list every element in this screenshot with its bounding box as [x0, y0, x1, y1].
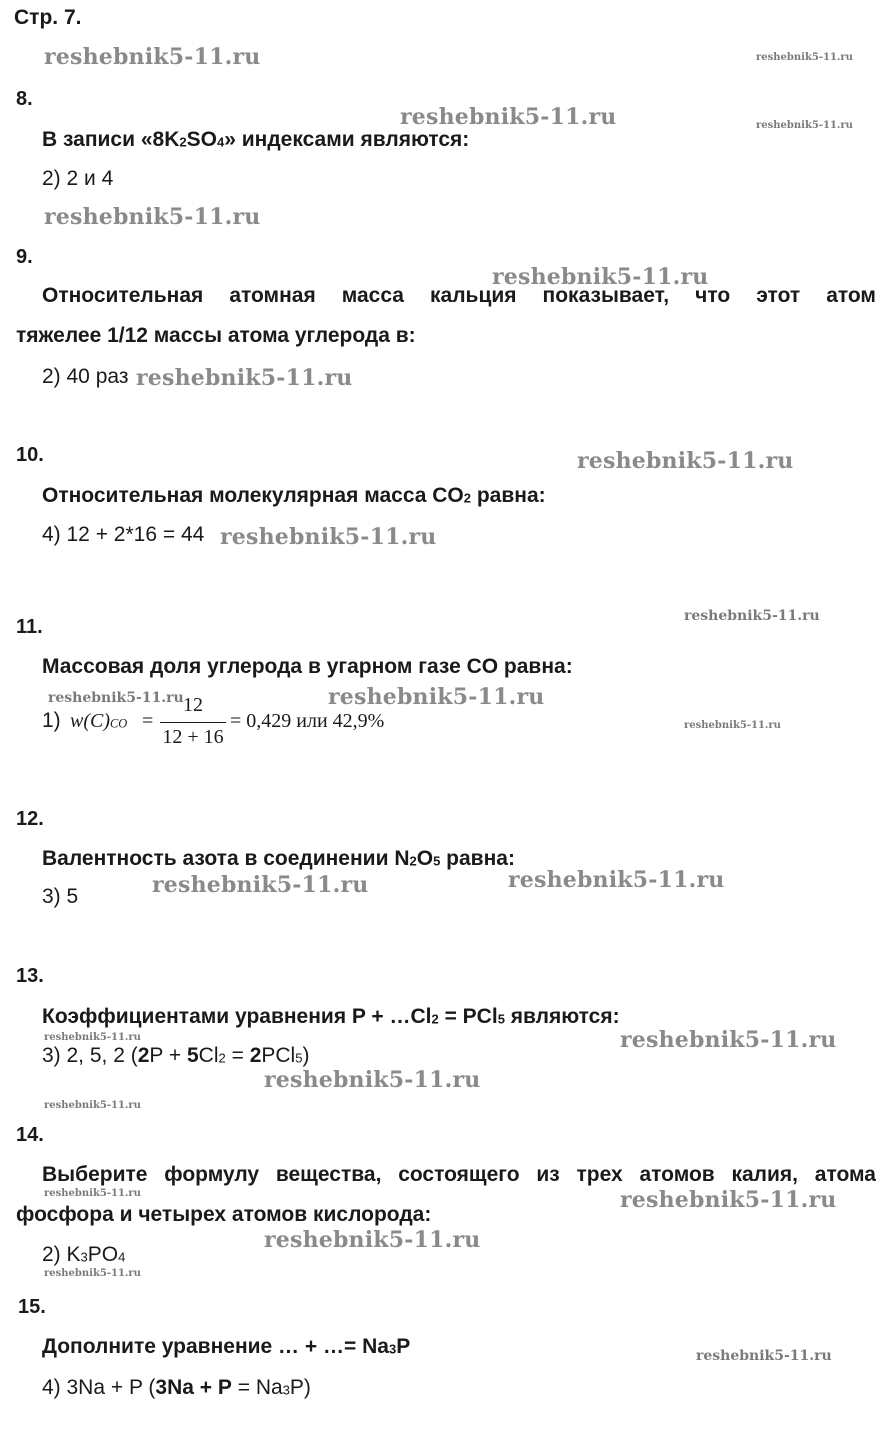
formula-rhs: = 0,429 или 42,9%	[230, 710, 385, 732]
answer-prefix: 1)	[42, 709, 61, 732]
question-number: 15.	[18, 1296, 46, 1318]
watermark-small: reshebnik5-11.ru	[44, 1100, 141, 1111]
watermark-small: reshebnik5-11.ru	[44, 1268, 141, 1279]
watermark: reshebnik5-11.ru	[508, 867, 725, 893]
watermark-small: reshebnik5-11.ru	[44, 1188, 141, 1199]
formula-lhs: $w(C)_{CO}$	[70, 710, 128, 732]
watermark: reshebnik5-11.ru	[328, 684, 545, 710]
watermark: reshebnik5-11.ru	[620, 1027, 837, 1053]
watermark-small: reshebnik5-11.ru	[696, 1348, 832, 1364]
question-text: Массовая доля углерода в угарном газе CO равна:	[42, 655, 573, 678]
watermark-small: reshebnik5-11.ru	[684, 608, 820, 624]
watermark-small: reshebnik5-11.ru	[48, 690, 184, 706]
watermark: reshebnik5-11.ru	[44, 44, 261, 70]
watermark-small: reshebnik5-11.ru	[756, 120, 853, 131]
question-text: фосфора и четырех атомов кислорода:	[16, 1203, 432, 1226]
watermark: reshebnik5-11.ru	[492, 264, 709, 290]
question-text: тяжелее 1/12 массы атома углерода в:	[16, 324, 416, 347]
question-text: Коэффициентами уравнения $P + \dots Cl_2 = PCl_5$ являются:	[42, 1005, 620, 1028]
watermark: reshebnik5-11.ru	[220, 524, 437, 550]
answer-text: 3) 2, 5, 2 $(2P + 5Cl_2 = 2PCl_5)$	[42, 1044, 310, 1067]
question-number: 14.	[16, 1124, 44, 1146]
watermark-small: reshebnik5-11.ru	[684, 720, 781, 731]
question-number: 11.	[16, 616, 43, 638]
question-number: 8.	[16, 88, 33, 110]
question-number: 9.	[16, 246, 33, 268]
watermark: reshebnik5-11.ru	[44, 204, 261, 230]
answer-text: 3) 5	[42, 885, 79, 908]
watermark-small: reshebnik5-11.ru	[44, 1032, 141, 1043]
question-text: Дополните уравнение … + …= $Na_3P$	[42, 1335, 411, 1358]
fraction-numerator: 12	[183, 694, 203, 716]
watermark-small: reshebnik5-11.ru	[756, 52, 853, 63]
watermark: reshebnik5-11.ru	[264, 1227, 481, 1253]
watermark: reshebnik5-11.ru	[152, 872, 369, 898]
question-text: Относительная атомная масса кальция показывает, что этот атом	[42, 284, 876, 307]
page-label: Стр. 7.	[14, 6, 82, 29]
question-text: Валентность азота в соединении $N_2O_5$ равна:	[42, 847, 515, 870]
question-number: 13.	[16, 965, 44, 987]
question-number: 10.	[16, 444, 44, 466]
fraction-bar	[160, 722, 226, 723]
answer-text: 2) 40 раз	[42, 365, 129, 388]
watermark: reshebnik5-11.ru	[577, 448, 794, 474]
fraction-denominator: 12 + 16	[162, 726, 224, 748]
answer-text: 4) 3Na + P $(3Na + P = Na_3P)$	[42, 1376, 311, 1399]
question-text: Выберите формулу вещества, состоящего из трех атомов калия, атома	[42, 1163, 876, 1186]
answer-text: 2) $K_3PO_4$	[42, 1243, 126, 1266]
question-number: 12.	[16, 808, 44, 830]
question-text: Относительная молекулярная масса $CO_2$ равна:	[42, 484, 546, 507]
answer-text: 4) 12 + 2*16 = 44	[42, 523, 205, 546]
question-text: В записи «$8K_2SO_4$» индексами являются:	[42, 128, 470, 151]
formula-equals: =	[142, 710, 154, 732]
watermark: reshebnik5-11.ru	[264, 1067, 481, 1093]
watermark: reshebnik5-11.ru	[136, 365, 353, 391]
watermark: reshebnik5-11.ru	[400, 104, 617, 130]
watermark: reshebnik5-11.ru	[620, 1187, 837, 1213]
answer-text: 2) 2 и 4	[42, 167, 114, 190]
